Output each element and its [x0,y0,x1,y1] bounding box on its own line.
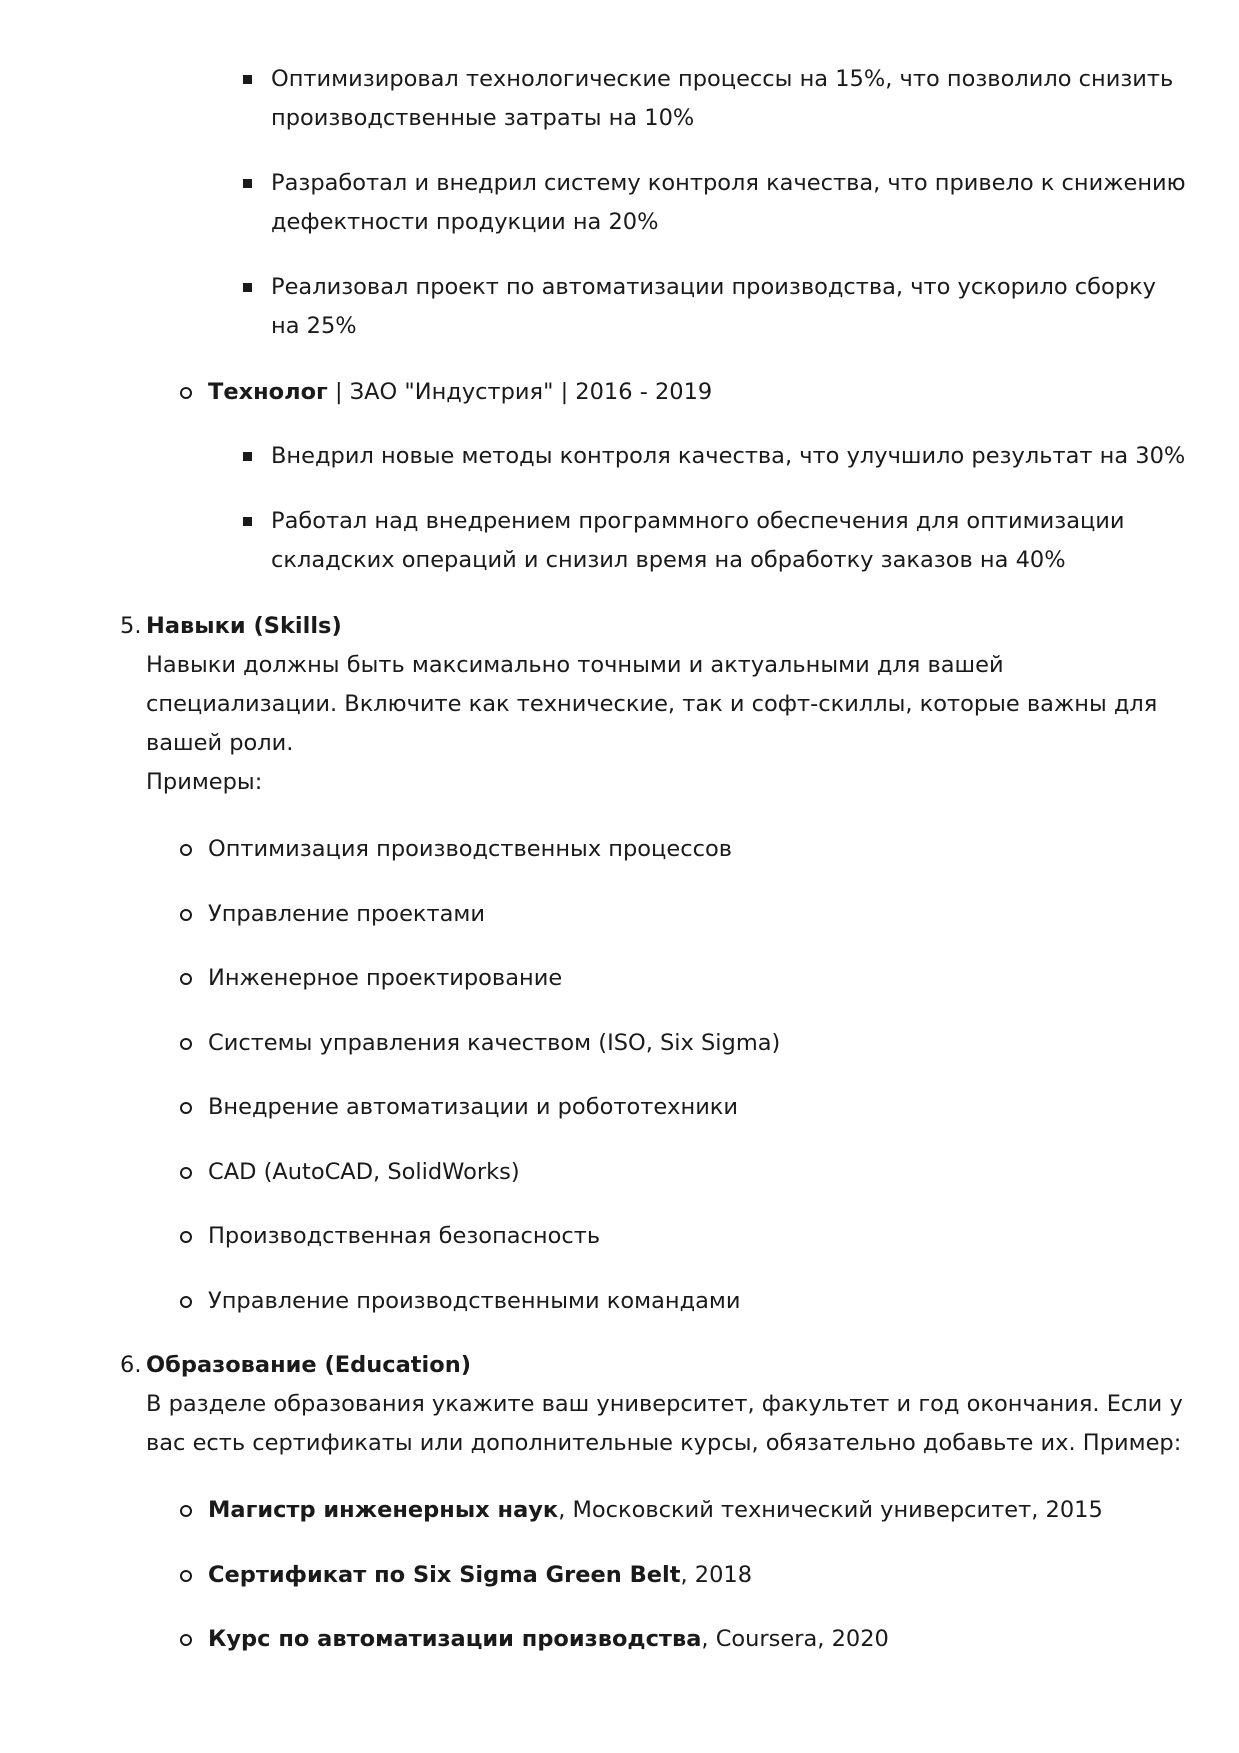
bullet-text: Работал над внедрением программного обеспечения для оптимизации [271,508,1125,534]
bullet-text: производственные затраты на 10% [271,105,695,131]
skill-item: Системы управления качеством (ISO, Six Sigma) [208,1024,1168,1063]
skill-item: CAD (AutoCAD, SolidWorks) [208,1153,1168,1192]
achievement-bullet [271,502,1171,580]
education-details: , 2018 [680,1562,753,1588]
bullet-text: Внедрил новые методы контроля качества, что улучшило результат на 30% [271,443,1186,469]
job-entry [208,373,1168,412]
bullet-text: дефектности продукции на 20% [271,209,659,235]
achievement-bullet [271,164,1186,242]
bullet-text: Реализовал проект по автоматизации производства, что ускорило сборку [271,274,1156,300]
education-item [208,1620,1168,1659]
achievement-bullet [271,60,1174,138]
skill-item: Управление производственными командами [208,1282,1168,1321]
job-details: | ЗАО "Индустрия" | 2016 - 2019 [327,379,713,405]
education-degree: Магистр инженерных наук [208,1497,559,1523]
education-details: , Московский технический университет, 2015 [558,1497,1103,1523]
achievement-bullet [271,437,1186,476]
job-title: Технолог [208,379,328,405]
skill-item: Внедрение автоматизации и робототехники [208,1088,1168,1127]
education-degree: Курс по автоматизации производства [208,1626,702,1652]
achievement-bullet [271,268,1171,346]
bullet-text: Оптимизировал технологические процессы на 15%, что позволило снизить [271,66,1174,92]
bullet-text: на 25% [271,313,357,339]
bullet-text: складских операций и снизил время на обработку заказов на 40% [271,547,1066,573]
bullet-text: Разработал и внедрил систему контроля качества, что привело к снижению [271,170,1186,196]
section-title: Навыки (Skills) [146,613,342,639]
section-number: 5. [120,613,142,639]
education-item [208,1491,1168,1530]
skill-item: Управление проектами [208,895,1168,934]
section-number: 6. [120,1352,142,1378]
skill-item: Производственная безопасность [208,1217,1168,1256]
skill-item: Оптимизация производственных процессов [208,830,1168,869]
section-title: Образование (Education) [146,1352,472,1378]
education-item [208,1556,1168,1595]
education-degree: Сертификат по Six Sigma Green Belt [208,1562,681,1588]
skill-item: Инженерное проектирование [208,959,1168,998]
section-description: В разделе образования укажите ваш университет, факультет и год окончания. Если у вас есть сертификаты или дополнительные курсы, обязательно добавьте их. Пример: [146,1391,1183,1456]
education-details: , Coursera, 2020 [701,1626,889,1652]
section-description: Навыки должны быть максимально точными и актуальными для вашей специализации. Включите как технические, так и софт-скиллы, которые важны для вашей роли. Примеры: [146,652,1158,795]
